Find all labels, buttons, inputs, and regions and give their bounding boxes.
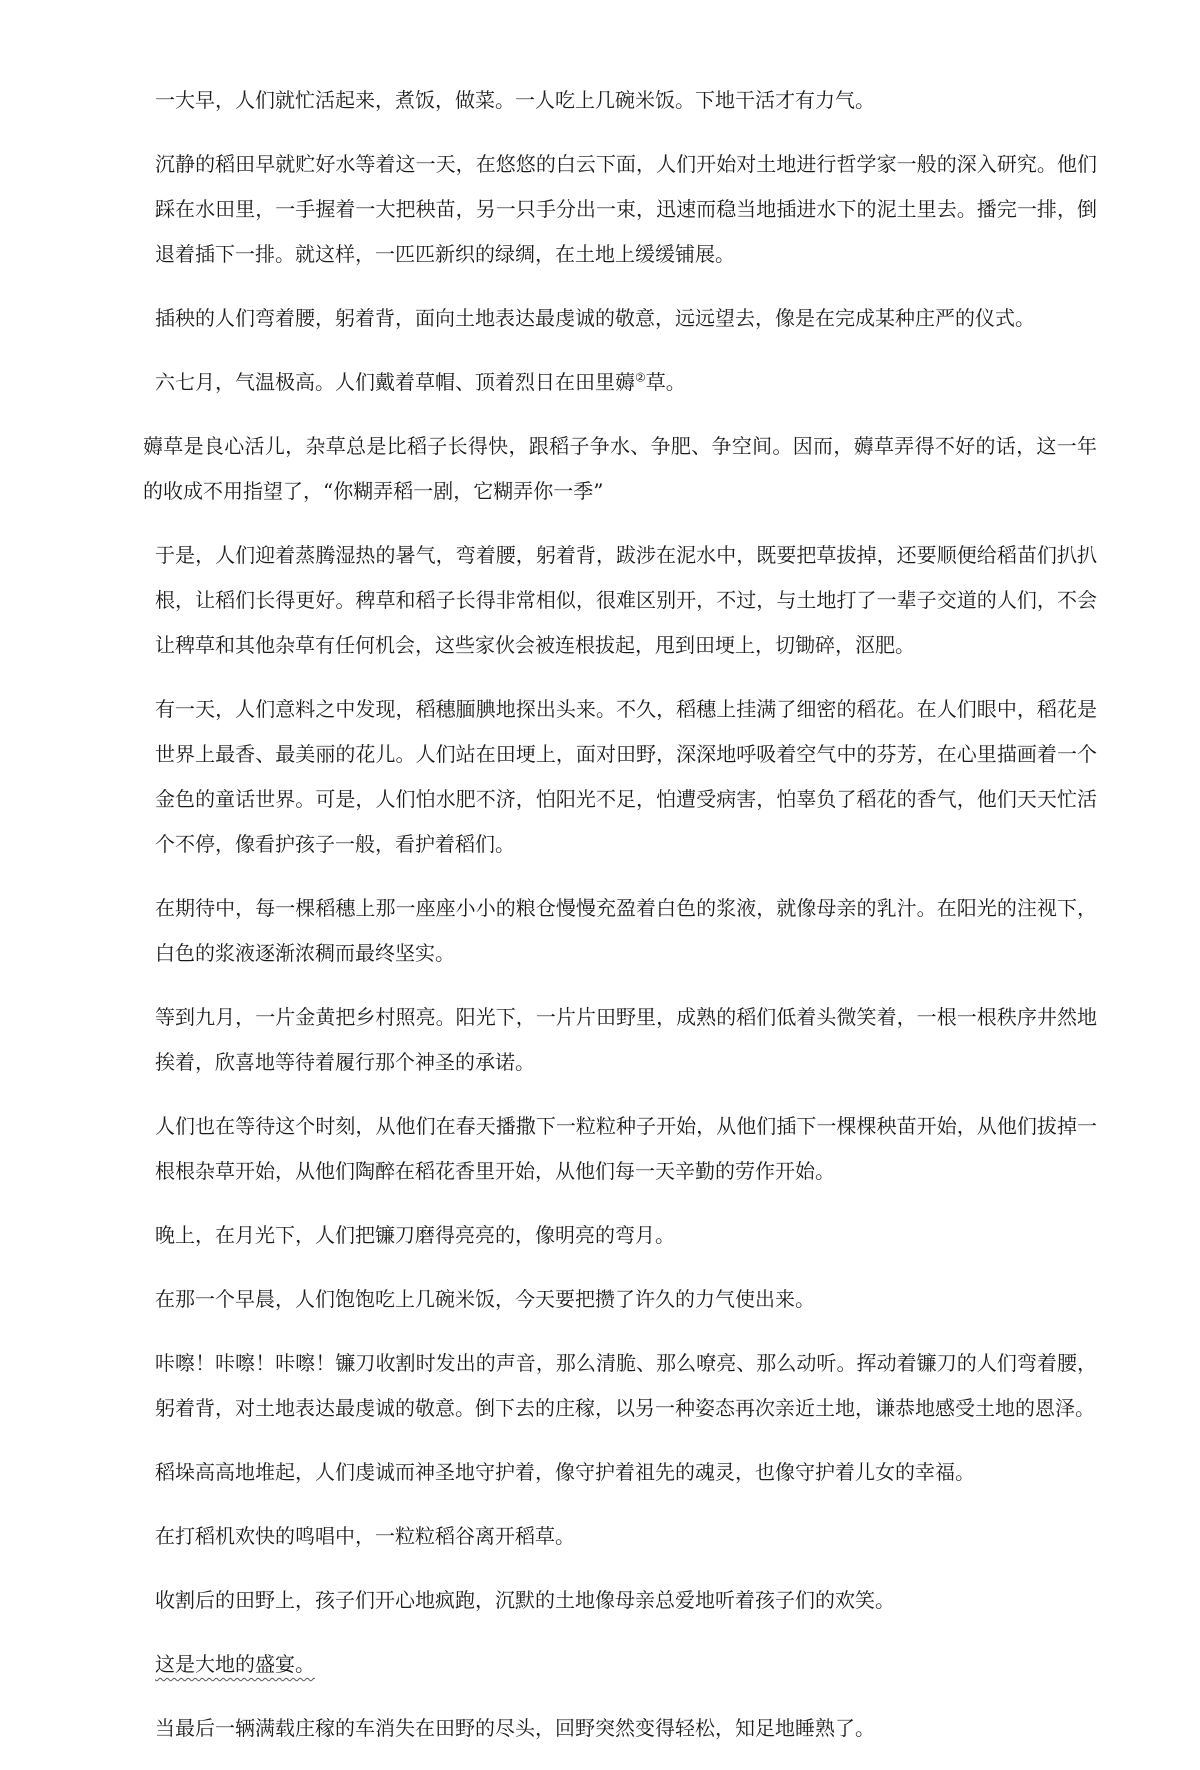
paragraph-weeding-intro [155,360,1097,405]
paragraph-morning-harvest: 在那一个早晨，人们饱饱吃上几碗米饭，今天要把攒了许久的力气使出来。 [155,1287,815,1311]
paragraph-stacks: 稻垛高高地堆起，人们虔诚而神圣地守护着，像守护着祖先的魂灵，也像守护着儿女的幸福。 [155,1460,975,1484]
paragraph-sickles: 晚上，在月光下，人们把镰刀磨得亮亮的，像明亮的弯月。 [155,1223,675,1247]
paragraph-bowing-ritual: 插秧的人们弯着腰，躬着背，面向土地表达最虔诚的敬意，远远望去，像是在完成某种庄严的仪式。 [155,306,1035,330]
article-body [143,78,1097,1770]
paragraph-threshing: 在打稻机欢快的鸣唱中，一粒粒稻谷离开稻草。 [155,1524,575,1548]
paragraph-feast [155,1642,1097,1687]
paragraph-weeding-conscience: 薅草是良心活儿，杂草总是比稻子长得快，跟稻子争水、争肥、争空间。因而，薅草弄得不好的话，这一年的收成不用指望了，“你糊弄稻一剧，它糊弄你一季” [143,434,1097,503]
paragraph-children: 收割后的田野上，孩子们开心地疯跑，沉默的土地像母亲总爱地听着孩子们的欢笑。 [155,1588,895,1612]
underlined-sentence: 这是大地的盛宴。 [155,1652,315,1676]
paragraph-reaping: 咔嚓！咔嚓！咔嚓！镰刀收割时发出的声音，那么清脆、那么嘹亮、那么动听。挥动着镰刀的人们弯着腰，躬着背，对土地表达最虔诚的敬意。倒下去的庄稼，以另一种姿态再次亲近土地，谦恭地感受土地的恩泽。 [155,1351,1097,1420]
paragraph-september: 等到九月，一片金黄把乡村照亮。阳光下，一片片田野里，成熟的稻们低着头微笑着，一根一根秩序井然地挨着，欣喜地等待着履行那个神圣的承诺。 [155,1005,1097,1074]
weeding-intro-text: 六七月，气温极高。人们戴着草帽、顶着烈日在田里薅 [155,370,635,394]
paragraph-rice-flowers: 有一天，人们意料之中发现，稻穗腼腆地探出头来。不久，稻穗上挂满了细密的稻花。在人们眼中，稻花是世界上最香、最美丽的花儿。人们站在田埂上，面对田野，深深地呼吸着空气中的芬芳，在心里描画着一个金色的童话世界。可是，人们怕水肥不济，怕阳光不足，怕遭受病害，怕辜负了稻花的香气，他们天天忙活个不停，像看护孩子一般，看护着稻们。 [155,697,1097,856]
paragraph-last-cart: 当最后一辆满载庄稼的车消失在田野的尽头，回野突然变得轻松，知足地睡熟了。 [155,1716,875,1740]
paragraph-breakfast: 一大早，人们就忙活起来，煮饭，做菜。一人吃上几碗米饭。下地干活才有力气。 [155,88,875,112]
paragraph-weeding-work: 于是，人们迎着蒸腾湿热的暑气，弯着腰，躬着背，跋涉在泥水中，既要把草拔掉，还要顺便给稻苗们扒扒根，让稻们长得更好。稗草和稻子长得非常相似，很难区别开，不过，与土地打了一辈子交道的人们，不会让稗草和其他杂草有任何机会，这些家伙会被连根拔起，甩到田埂上，切锄碎，沤肥。 [155,543,1097,657]
paragraph-transplanting: 沉静的稻田早就贮好水等着这一天，在悠悠的白云下面，人们开始对土地进行哲学家一般的深入研究。他们踩在水田里，一手握着一大把秧苗，另一只手分出一束，迅速而稳当地插进水下的泥土里去。播完一排，倒退着插下一排。就这样，一匹匹新织的绿绸，在土地上缓缓铺展。 [155,152,1097,266]
paragraph-grain-filling: 在期待中，每一棵稻穗上那一座座小小的粮仓慢慢充盈着白色的浆液，就像母亲的乳汁。在阳光的注视下，白色的浆液逐渐浓稠而最终坚实。 [155,896,1097,965]
paragraph-waiting: 人们也在等待这个时刻，从他们在春天播撒下一粒粒种子开始，从他们插下一棵棵秧苗开始，从他们拔掉一根根杂草开始，从他们陶醉在稻花香里开始，从他们每一天辛勤的劳作开始。 [155,1114,1097,1183]
weeding-intro-tail: 草。 [645,370,686,394]
footnote-marker: ② [635,370,646,385]
